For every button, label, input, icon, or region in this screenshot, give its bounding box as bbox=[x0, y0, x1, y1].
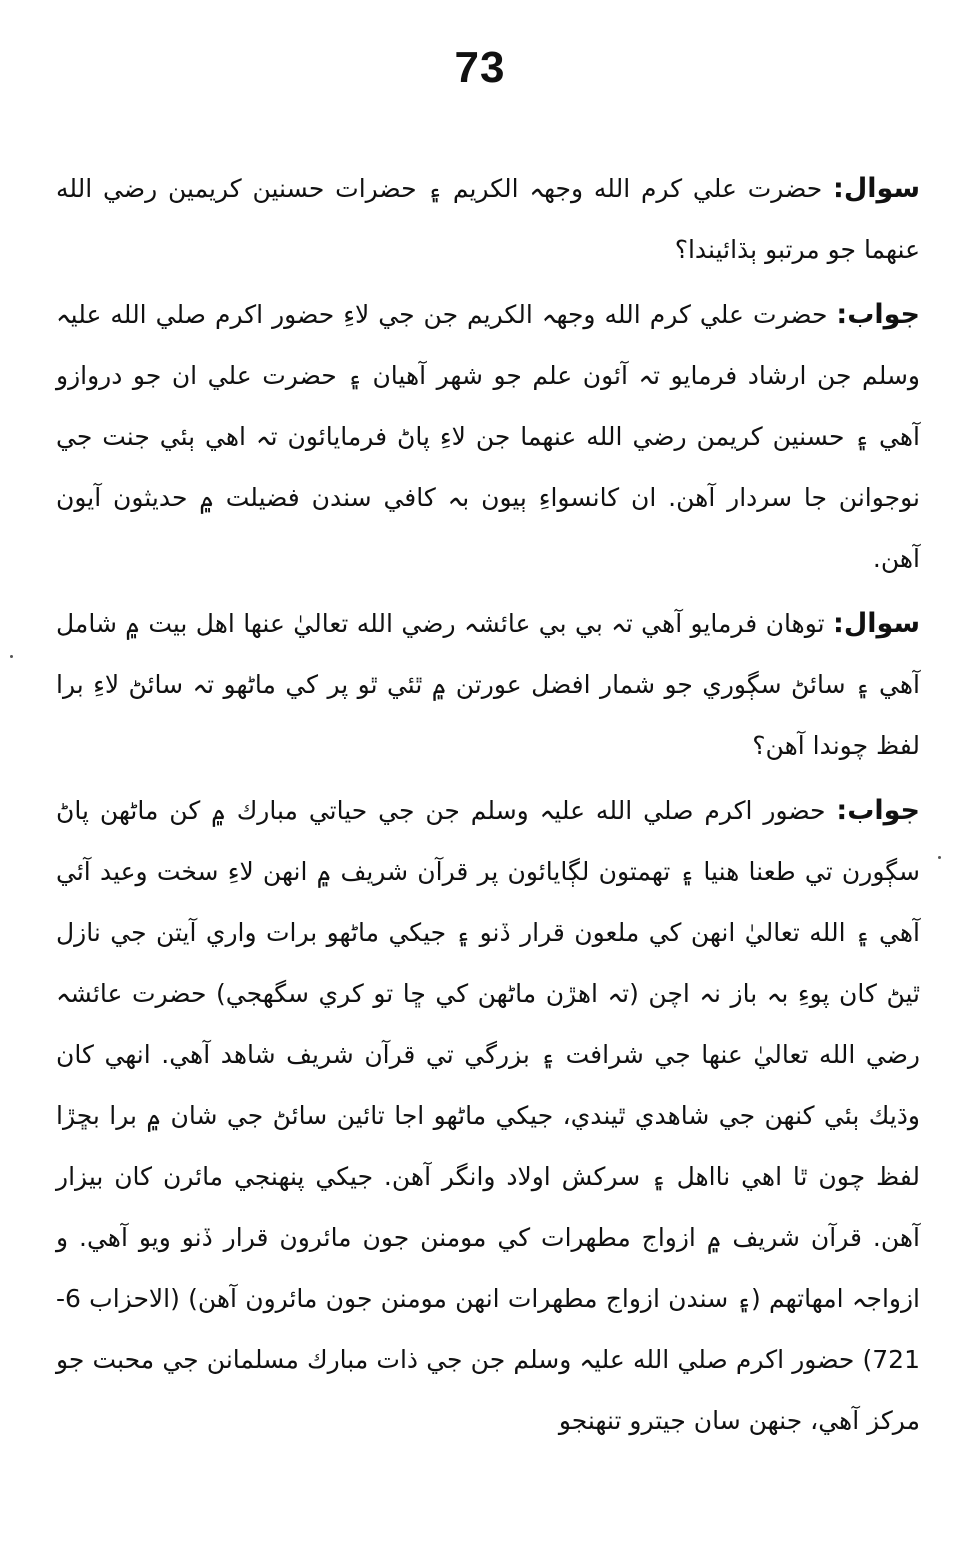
question-text: حضرت علي كرم الله وجهہ الكريم ۽ حضرات حسنين كريمين رضي الله عنهما جو مرتبو ٻڌائيندا؟ bbox=[56, 174, 920, 264]
question-label: سوال: bbox=[833, 608, 920, 639]
scan-speck bbox=[10, 655, 13, 658]
answer-paragraph bbox=[56, 284, 920, 589]
question-label: سوال: bbox=[833, 173, 920, 204]
page-body bbox=[56, 158, 920, 1451]
answer-text: حضور اكرم صلي الله عليہ وسلم جن جي حياتي مبارك ۾ كن ماڻهن پاڻ سڳورن تي طعنا هنيا ۽ تهمتون لڳايائون پر قرآن شريف ۾ انهن لاءِ سخت وعيد آئي آهي ۽ الله تعاليٰ انهن كي ملعون قرار ڏنو ۽ جيكي ماڻهو برات واري آيتن جي نازل ٿيڻ كان پوءِ بہ باز نہ اچن (تہ اهڙن ماڻهن كي ڇا تو كري سگهجي) حضرت عائشہ رضي الله تعاليٰ عنها جي شرافت ۽ بزرگي تي قرآن شريف شاهد آهي. انهي كان وڌيك ٻئي كنهن جي شاهدي ٿيندي، جيكي ماڻهو اجا تائين سائڻ جي شان ۾ برا بڇڙا لفظ چون ٿا اهي نااهل ۽ سركش اولاد وانگر آهن. جيكي پنهنجي مائرن كان بيزار آهن. قرآن شريف ۾ ازواج مطهرات كي مومنن جون مائرون قرار ڏنو ويو آهي. و ازواجہ امهاتهم (۽ سندن ازواج مطهرات انهن مومنن جون مائرون آهن) (الاحزاب 6-721) حضور اكرم صلي الله عليہ وسلم جن جي ذات مبارك مسلمانن جي محبت جو مركز آهي، جنهن سان جيترو تنهنجو bbox=[56, 796, 920, 1435]
scan-speck bbox=[938, 856, 941, 859]
question-paragraph bbox=[56, 593, 920, 776]
page-number: 73 bbox=[454, 43, 506, 92]
answer-label: جواب: bbox=[836, 795, 920, 826]
answer-paragraph bbox=[56, 780, 920, 1451]
question-text: توهان فرمايو آهي تہ بي بي عائشہ رضي الله تعاليٰ عنها اهل بيت ۾ شامل آهي ۽ سائڻ سڳوري جو شمار افضل عورتن ۾ ٿئي ٿو پر كي ماڻهو تہ سائڻ لاءِ برا لفظ چوندا آهن؟ bbox=[56, 609, 920, 760]
question-paragraph bbox=[56, 158, 920, 280]
answer-text: حضرت علي كرم الله وجهہ الكريم جن جي لاءِ حضور اكرم صلي الله عليہ وسلم جن ارشاد فرمايو تہ آئون علم جو شهر آهيان ۽ حضرت علي ان جو دروازو آهي ۽ حسنين كريمن رضي الله عنهما جن لاءِ پاڻ فرمايائون تہ اهي ٻئي جنت جي نوجوانن جا سردار آهن. ان كانسواءِ ٻيون بہ كافي سندن فضيلت ۾ حديثون آيون آهن. bbox=[56, 300, 920, 573]
answer-label: جواب: bbox=[836, 299, 920, 330]
